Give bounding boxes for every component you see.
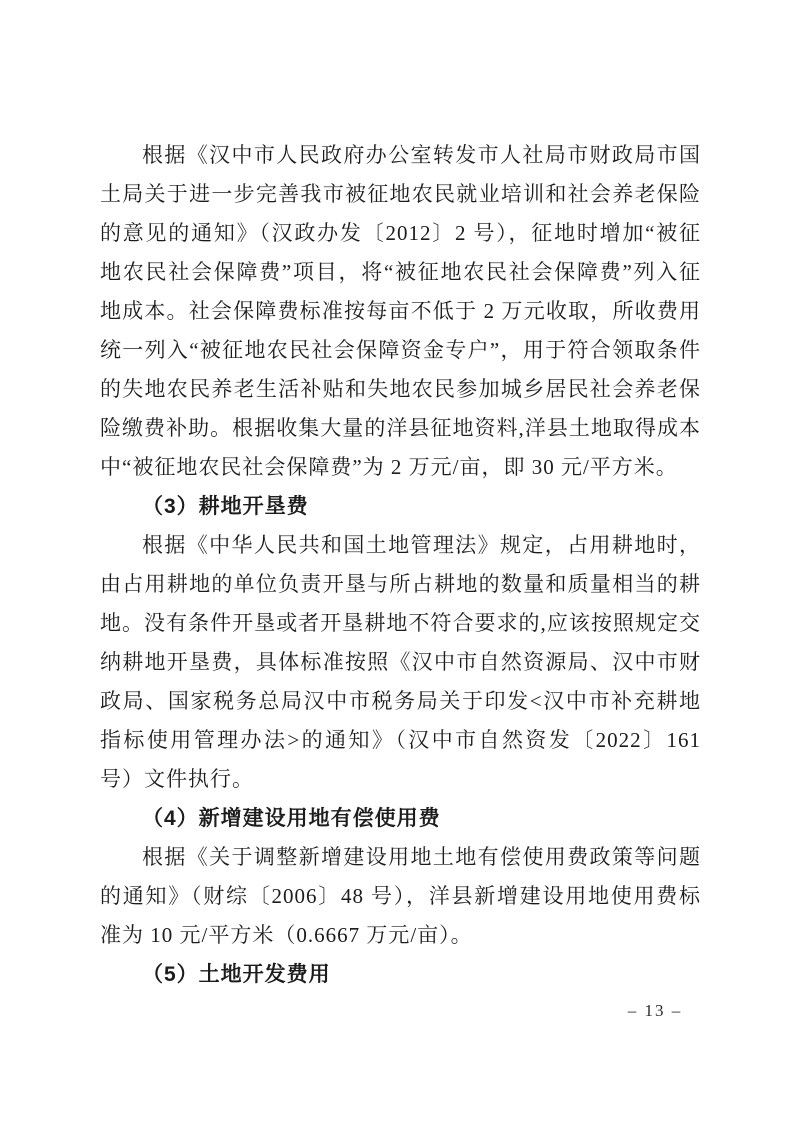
document-body [100,136,701,994]
heading-cultivated-land-reclamation-fee: （3）耕地开垦费 [142,495,309,518]
heading-new-construction-land-use-fee: （4）新增建设用地有偿使用费 [142,807,441,830]
paragraph-social-security-fee: 根据《汉中市人民政府办公室转发市人社局市财政局市国土局关于进一步完善我市被征地农民就业培训和社会养老保险的意见的通知》（汉政办发〔2012〕2 号），征地时增加“被征地农民社会保障费”项目，将“被征地农民社会保障费”列入征地成本。社会保障费标准按每亩不低于 2 万元收取，所收费用统一列入“被征地农民社会保障资金专户”，用于符合领取条件的失地农民养老生活补贴和失地农民参加城乡居民社会养老保险缴费补助。根据收集大量的洋县征地资料,洋县土地取得成本中“被征地农民社会保障费”为 2 万元/亩，即 30 元/平方米。 [100,143,701,479]
paragraph-reclamation-fee-basis: 根据《中华人民共和国土地管理法》规定，占用耕地时，由占用耕地的单位负责开垦与所占耕地的数量和质量相当的耕地。没有条件开垦或者开垦耕地不符合要求的,应该按照规定交纳耕地开垦费，具体标准按照《汉中市自然资源局、汉中市财政局、国家税务总局汉中市税务局关于印发<汉中市补充耕地指标使用管理办法>的通知》（汉中市自然资发〔2022〕161 号）文件执行。 [100,533,701,791]
page-number: – 13 – [627,1001,683,1020]
heading-land-development-cost: （5）土地开发费用 [142,963,331,986]
paragraph-new-construction-land-use-fee-basis: 根据《关于调整新增建设用地土地有偿使用费政策等问题的通知》（财综〔2006〕48 号），洋县新增建设用地使用费标准为 10 元/平方米（0.6667 万元/亩）。 [100,845,701,947]
